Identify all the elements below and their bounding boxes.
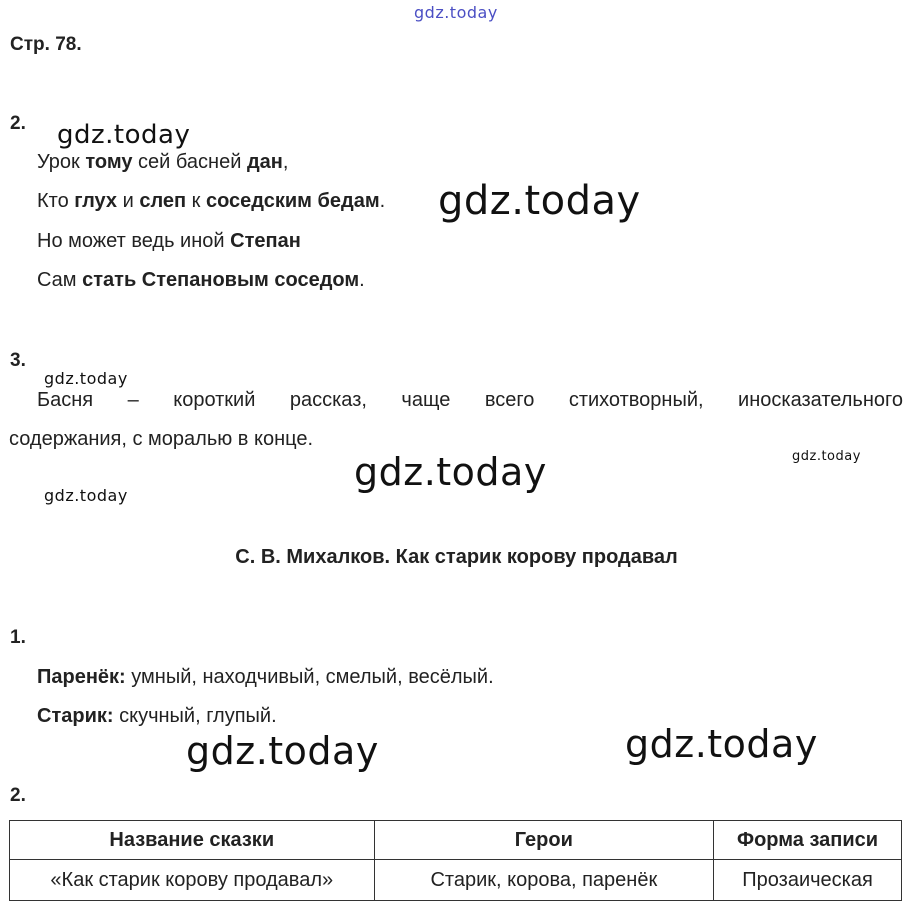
poem-line-3: Но может ведь иной Степан xyxy=(37,230,301,252)
watermark: gdz.today xyxy=(44,369,128,388)
task-number: 1. xyxy=(10,627,26,648)
table-row xyxy=(10,860,902,901)
watermark: gdz.today xyxy=(57,120,191,150)
table-header: Герои xyxy=(374,821,714,860)
character-line-1: Паренёк: умный, находчивый, смелый, весёлый. xyxy=(37,666,494,688)
table-cell: Старик, корова, паренёк xyxy=(374,860,714,901)
section-heading: С. В. Михалков. Как старик корову продавал xyxy=(235,546,678,568)
table-cell: «Как старик корову продавал» xyxy=(10,860,375,901)
summary-table xyxy=(9,820,902,901)
poem-line-4: Сам стать Степановым соседом. xyxy=(37,269,365,291)
poem-line-1: Урок тому сей басней дан, xyxy=(37,151,289,173)
watermark-top: gdz.today xyxy=(414,3,498,22)
watermark: gdz.today xyxy=(792,449,861,464)
table-header: Название сказки xyxy=(10,821,375,860)
task-number: 2. xyxy=(10,785,26,806)
poem-line-2: Кто глух и слеп к соседским бедам. xyxy=(37,190,386,212)
table-cell: Прозаическая xyxy=(714,860,902,901)
task-number: 2. xyxy=(10,113,26,134)
task-number: 3. xyxy=(10,350,26,371)
table-header-row xyxy=(10,821,902,860)
watermark: gdz.today xyxy=(186,729,379,773)
table-header: Форма записи xyxy=(714,821,902,860)
watermark: gdz.today xyxy=(625,722,818,766)
page-reference: Стр. 78. xyxy=(10,34,82,55)
watermark: gdz.today xyxy=(44,486,128,505)
definition-line-2: содержания, с моралью в конце. xyxy=(9,428,314,450)
definition-line-1: Басня – короткий рассказ, чаще всего стихотворный, иносказательного xyxy=(37,389,903,411)
watermark: gdz.today xyxy=(438,178,641,224)
watermark: gdz.today xyxy=(354,450,547,494)
character-line-2: Старик: скучный, глупый. xyxy=(37,705,277,727)
